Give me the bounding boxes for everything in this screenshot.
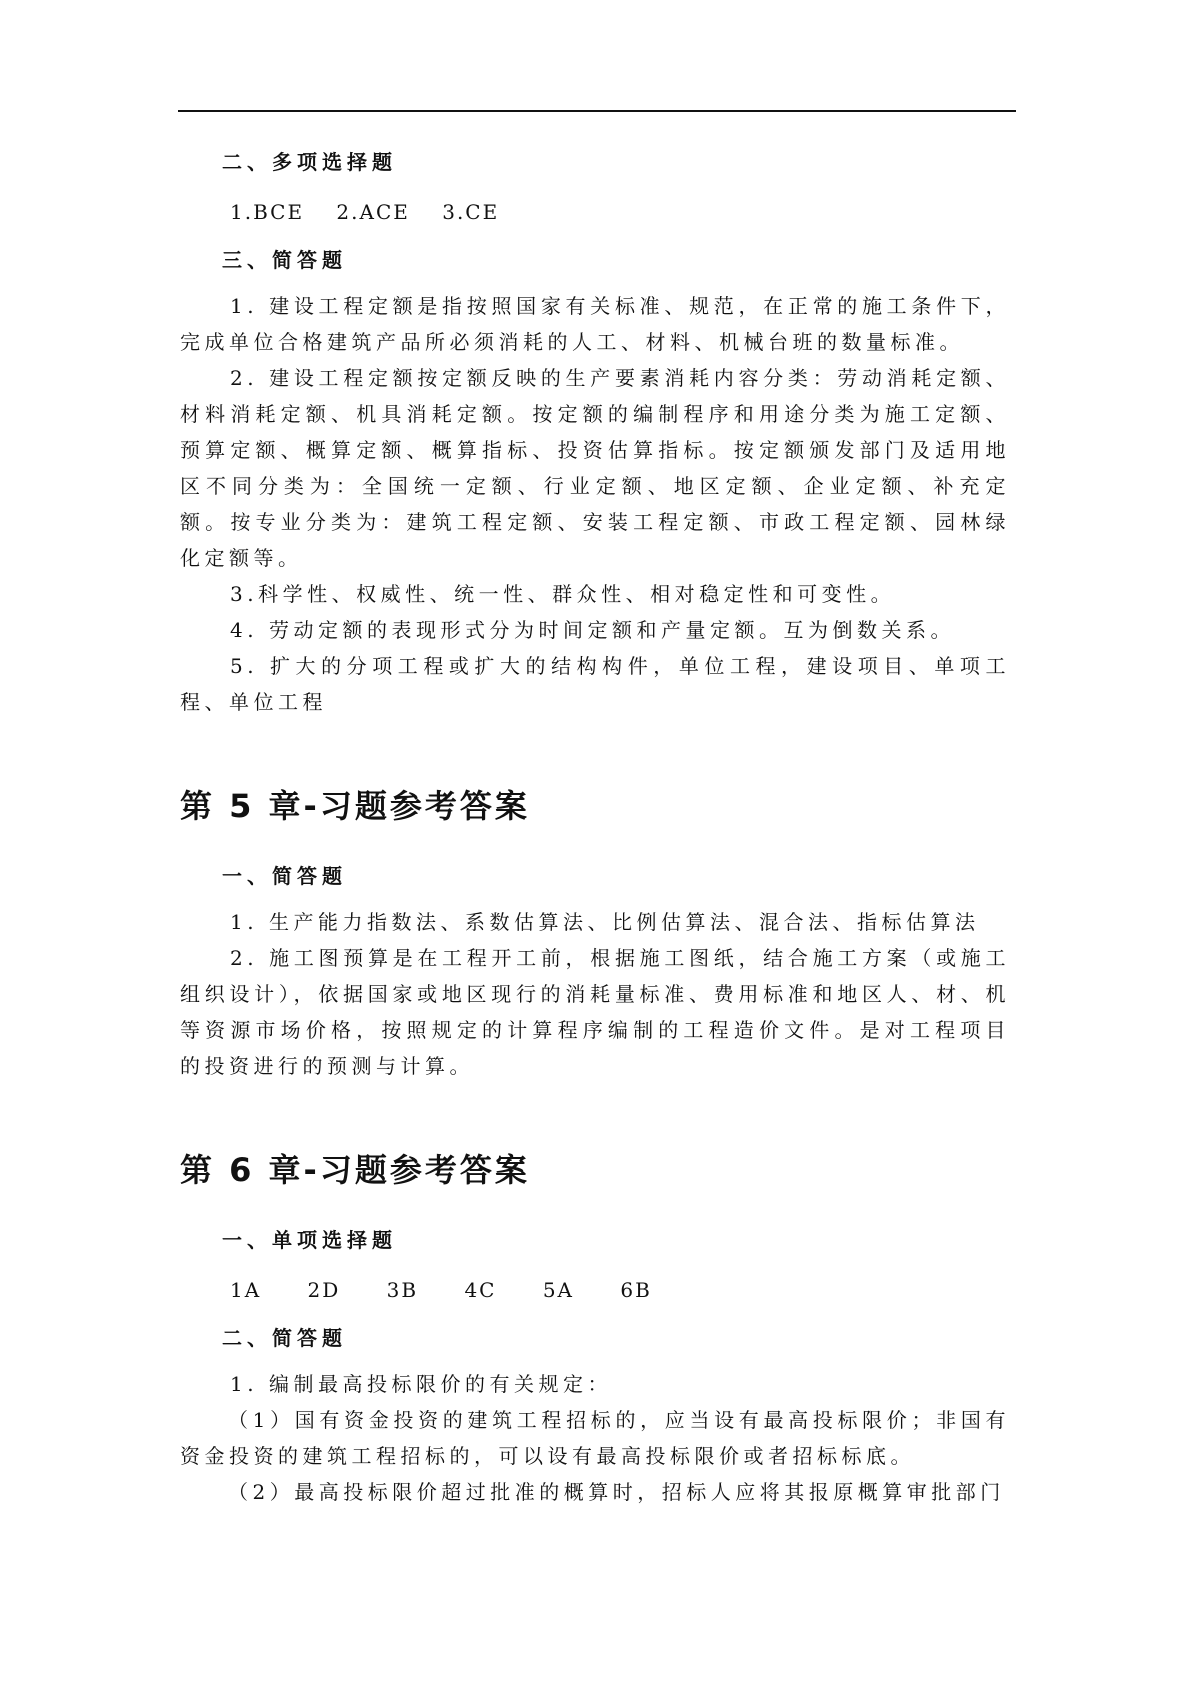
answer-item: 6B	[620, 1278, 652, 1302]
answer-item: 4C	[464, 1278, 497, 1302]
header-rule	[178, 110, 1016, 112]
answer-paragraph: （2）最高投标限价超过批准的概算时，招标人应将其报原概算审批部门	[228, 1480, 1005, 1504]
section-heading-short-answer: 二、简答题	[222, 1326, 347, 1350]
answer-paragraph: 4. 劳动定额的表现形式分为时间定额和产量定额。互为倒数关系。	[230, 618, 955, 642]
answer-item: 2.ACE	[336, 200, 410, 224]
answer-item: 3B	[386, 1278, 419, 1302]
answer-item: 3.CE	[442, 200, 500, 224]
section-heading-single-choice: 一、单项选择题	[222, 1228, 397, 1252]
answer-paragraph: 1. 生产能力指数法、系数估算法、比例估算法、混合法、指标估算法	[230, 910, 980, 934]
answer-item: 5A	[542, 1278, 574, 1302]
multiple-choice-answers	[180, 198, 1010, 226]
chapter-6-title: 第 6 章-习题参考答案	[180, 1151, 530, 1189]
section-heading-short-answer: 一、简答题	[222, 864, 347, 888]
answer-paragraph: 2. 施工图预算是在工程开工前，根据施工图纸，结合施工方案（或施工组织设计），依据国家或地区现行的消耗量标准、费用标准和地区人、材、机等资源市场价格，按照规定的计算程序编制的工程造价文件。是对工程项目的投资进行的预测与计算。	[180, 946, 1010, 1078]
single-choice-answers	[180, 1276, 1010, 1304]
answer-item: 2D	[307, 1278, 341, 1302]
section-heading-short-answer: 三、简答题	[222, 248, 347, 272]
section-heading-multiple-choice: 二、多项选择题	[222, 150, 397, 174]
answer-paragraph: 5. 扩大的分项工程或扩大的结构构件，单位工程，建设项目、单项工程、单位工程	[180, 654, 1010, 714]
answer-paragraph: （1）国有资金投资的建筑工程招标的，应当设有最高投标限价；非国有资金投资的建筑工程招标的，可以设有最高投标限价或者招标标底。	[180, 1408, 1010, 1468]
answer-paragraph: 1. 编制最高投标限价的有关规定：	[230, 1372, 612, 1396]
answer-paragraph: 2. 建设工程定额按定额反映的生产要素消耗内容分类：劳动消耗定额、材料消耗定额、机具消耗定额。按定额的编制程序和用途分类为施工定额、预算定额、概算定额、概算指标、投资估算指标。按定额颁发部门及适用地区不同分类为：全国统一定额、行业定额、地区定额、企业定额、补充定额。按专业分类为：建筑工程定额、安装工程定额、市政工程定额、园林绿化定额等。	[180, 366, 1010, 570]
answer-item: 1A	[230, 1278, 262, 1302]
answer-item: 1.BCE	[230, 200, 305, 224]
answer-paragraph: 3.科学性、权威性、统一性、群众性、相对稳定性和可变性。	[230, 582, 896, 606]
chapter-5-title: 第 5 章-习题参考答案	[180, 787, 530, 825]
answer-paragraph: 1. 建设工程定额是指按照国家有关标准、规范，在正常的施工条件下，完成单位合格建筑产品所必须消耗的人工、材料、机械台班的数量标准。	[180, 294, 1010, 354]
page-content	[180, 148, 1010, 1510]
